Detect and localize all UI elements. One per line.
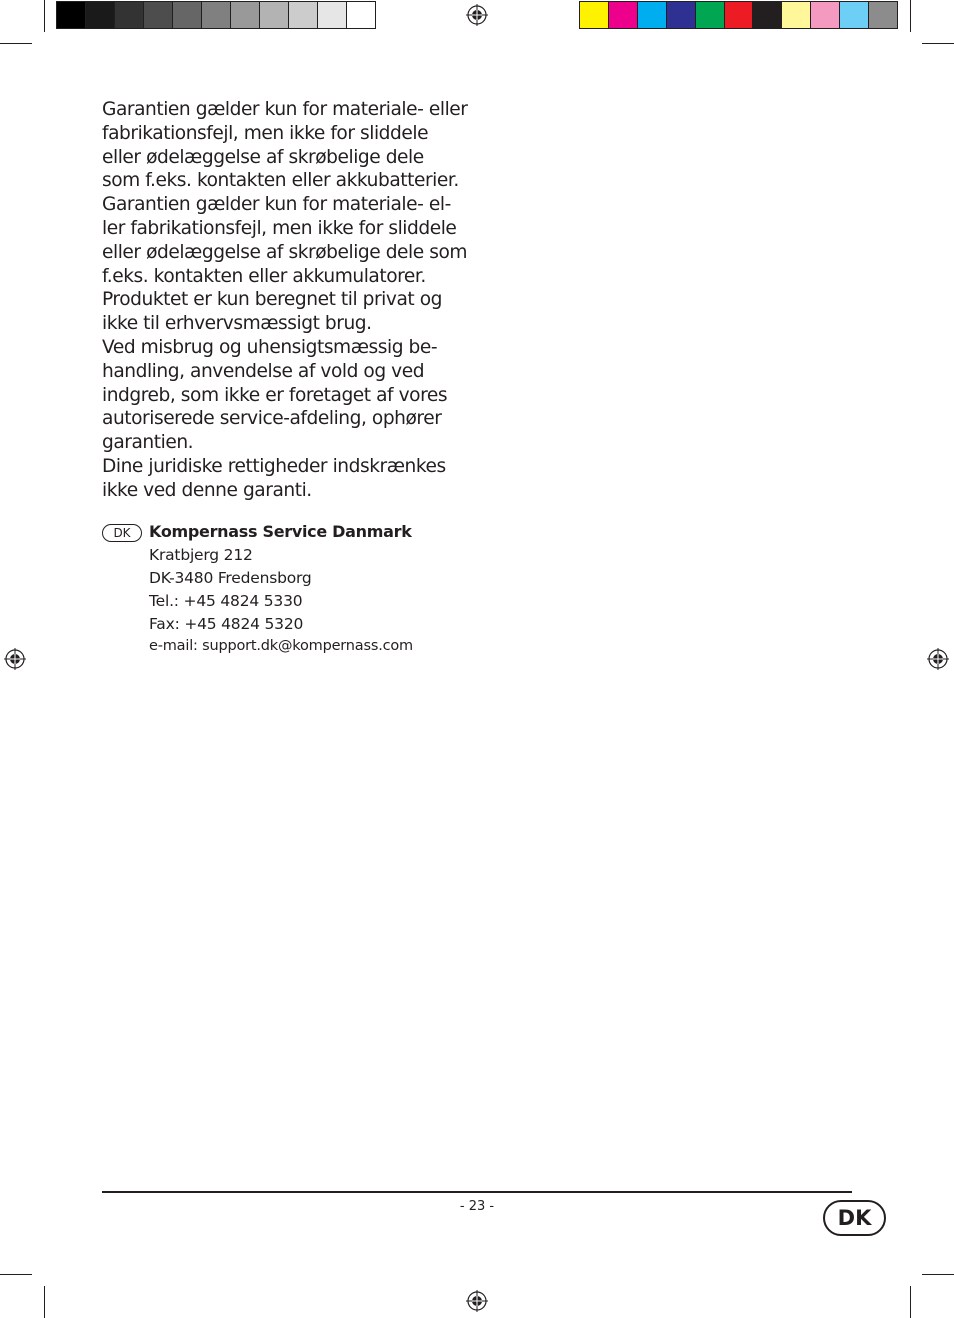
color-swatch: [667, 2, 696, 28]
grayscale-color-bar: [56, 1, 376, 29]
warranty-paragraph: Garantien gælder kun for materiale- eller fabrikationsfejl, men ikke for sliddele eller ødelæggelse af skrøbelige dele som f.eks. kontakten eller akkubatterier.: [102, 99, 468, 192]
language-badge: DK: [823, 1200, 886, 1236]
service-street: Kratbjerg 212: [149, 546, 253, 564]
warranty-paragraph: Garantien gælder kun for materiale- el- ler fabrikationsfejl, men ikke for sliddele eller ødelæggelse af skrøbelige dele som f.eks. kontakten eller akkumulatorer.: [102, 194, 468, 287]
color-swatch: [347, 2, 375, 28]
warranty-paragraph: Ved misbrug og uhensigtsmæssig be- handling, anvendelse af vold og ved indgreb, som ikke er foretaget af vores autoriserede service-afdeling, ophører garantien.: [102, 336, 448, 454]
registration-mark-icon: [927, 648, 949, 670]
crop-mark: [0, 43, 32, 44]
registration-mark-icon: [466, 4, 488, 26]
color-swatch: [57, 2, 86, 28]
color-swatch: [144, 2, 173, 28]
warranty-paragraph: Dine juridiske rettigheder indskrænkes ikke ved denne garanti.: [102, 455, 446, 501]
color-swatch: [609, 2, 638, 28]
process-color-bar: [579, 1, 898, 29]
color-swatch: [811, 2, 840, 28]
color-swatch: [725, 2, 754, 28]
crop-mark: [922, 1274, 954, 1275]
color-swatch: [318, 2, 347, 28]
color-swatch: [231, 2, 260, 28]
color-swatch: [115, 2, 144, 28]
crop-mark: [44, 1286, 45, 1318]
color-swatch: [696, 2, 725, 28]
registration-mark-icon: [466, 1290, 488, 1312]
service-phone: Tel.: +45 4824 5330: [149, 592, 303, 610]
service-city: DK-3480 Fredensborg: [149, 569, 312, 587]
crop-mark: [910, 0, 911, 32]
registration-mark-icon: [4, 648, 26, 670]
color-swatch: [260, 2, 289, 28]
crop-mark: [0, 1274, 32, 1275]
color-swatch: [753, 2, 782, 28]
warranty-text: [102, 98, 472, 503]
service-company-name: Kompernass Service Danmark: [149, 522, 412, 541]
footer-rule: [102, 1191, 852, 1193]
crop-mark: [922, 43, 954, 44]
color-swatch: [638, 2, 667, 28]
crop-mark: [44, 0, 45, 32]
country-badge: DK: [102, 524, 142, 542]
page-number: - 23 -: [459, 1199, 495, 1214]
color-swatch: [173, 2, 202, 28]
color-swatch: [782, 2, 811, 28]
service-email: e-mail: support.dk@kompernass.com: [149, 638, 413, 654]
crop-mark: [910, 1286, 911, 1318]
color-swatch: [869, 2, 897, 28]
color-swatch: [289, 2, 318, 28]
color-swatch: [202, 2, 231, 28]
color-swatch: [580, 2, 609, 28]
warranty-paragraph: Produktet er kun beregnet til privat og ikke til erhvervsmæssigt brug.: [102, 289, 442, 335]
service-fax: Fax: +45 4824 5320: [149, 615, 304, 633]
color-swatch: [840, 2, 869, 28]
color-swatch: [86, 2, 115, 28]
